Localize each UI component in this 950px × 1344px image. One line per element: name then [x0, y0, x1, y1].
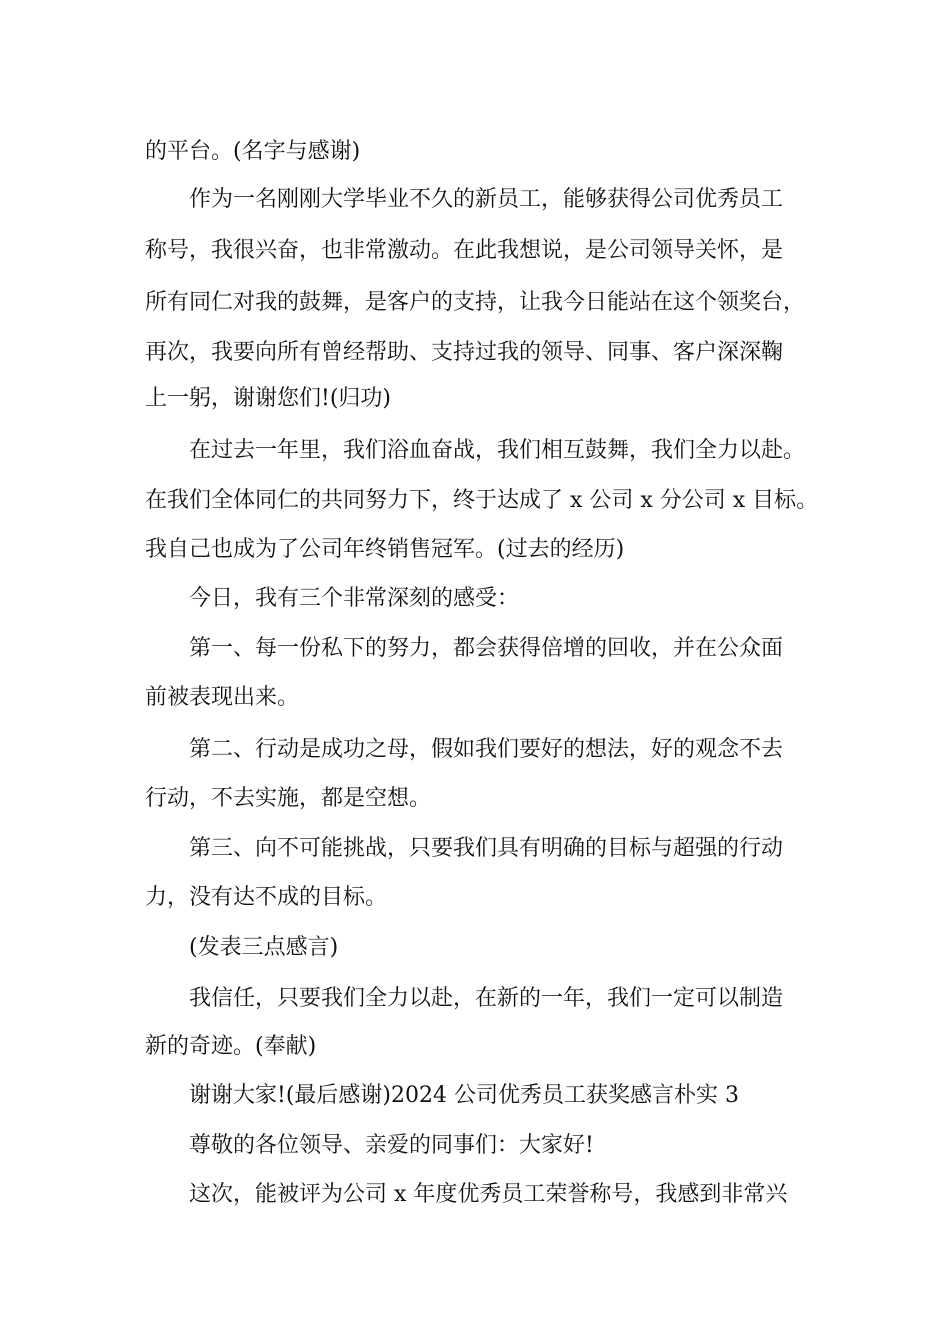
text-line: 第一、每一份私下的努力，都会获得倍增的回收，并在公众面	[189, 636, 784, 661]
text-line: 的平台。(名字与感谢)	[145, 139, 361, 164]
text-line: 今日，我有三个非常深刻的感受：	[189, 586, 520, 611]
text-line: 行动，不去实施，都是空想。	[145, 786, 432, 811]
text-line: 所有同仁对我的鼓舞，是客户的支持，让我今日能站在这个领奖台，	[145, 290, 806, 315]
text-line: 第二、行动是成功之母，假如我们要好的想法，好的观念不去	[189, 737, 784, 762]
text-line: 称号，我很兴奋，也非常激动。在此我想说，是公司领导关怀，是	[145, 238, 784, 263]
text-line: 上一躬，谢谢您们!(归功)	[145, 386, 392, 411]
text-line: 在我们全体同仁的共同努力下，终于达成了 x 公司 x 分公司 x 目标。	[145, 488, 819, 513]
text-line: 前被表现出来。	[145, 685, 300, 710]
text-line: 谢谢大家!(最后感谢)2024 公司优秀员工获奖感言朴实 3	[189, 1083, 739, 1108]
text-line: 第三、向不可能挑战，只要我们具有明确的目标与超强的行动	[189, 836, 784, 861]
text-line: 我自己也成为了公司年终销售冠军。(过去的经历)	[145, 537, 625, 562]
text-line: 力，没有达不成的目标。	[145, 885, 388, 910]
text-line: (发表三点感言)	[189, 935, 339, 960]
text-line: 新的奇迹。(奉献)	[145, 1034, 317, 1059]
text-line: 在过去一年里，我们浴血奋战，我们相互鼓舞，我们全力以赴。	[189, 438, 806, 463]
text-line: 这次，能被评为公司 x 年度优秀员工荣誉称号，我感到非常兴	[189, 1182, 788, 1207]
text-line: 我信任，只要我们全力以赴，在新的一年，我们一定可以制造	[189, 986, 784, 1011]
text-line: 尊敬的各位领导、亲爱的同事们：大家好!	[189, 1133, 594, 1158]
text-line: 作为一名刚刚大学毕业不久的新员工，能够获得公司优秀员工	[189, 187, 784, 212]
text-line: 再次，我要向所有曾经帮助、支持过我的领导、同事、客户深深鞠	[145, 340, 784, 365]
